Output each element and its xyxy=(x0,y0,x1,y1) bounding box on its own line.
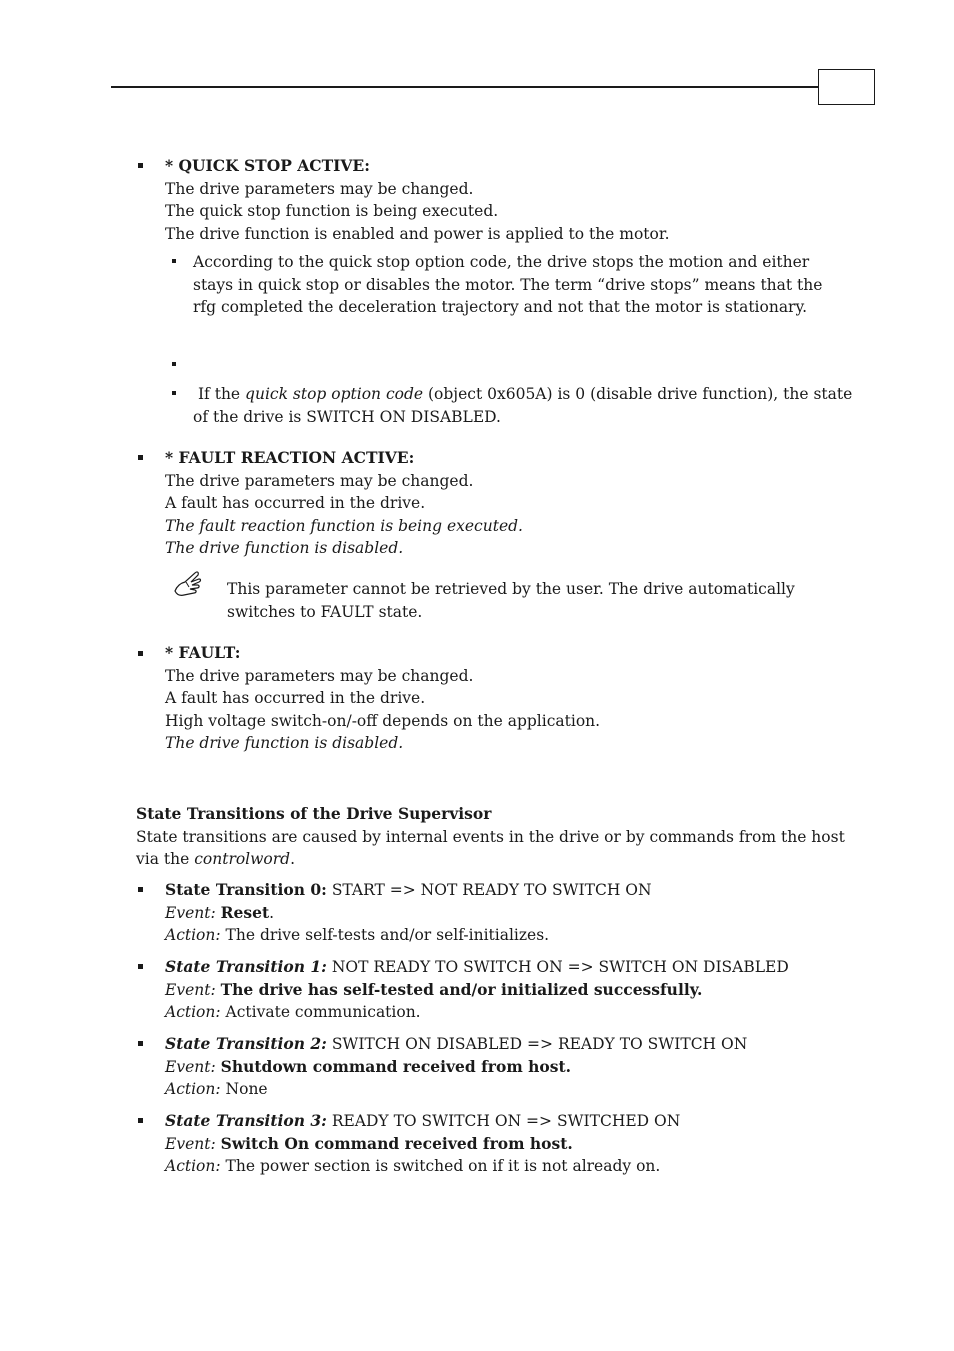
action-label: Action: xyxy=(165,1080,221,1098)
fault-line: A fault has occurred in the drive. xyxy=(165,689,426,707)
sub-line: rfg completed the deceleration trajectory and not that the motor is stationary. xyxy=(193,298,808,316)
quick-stop-line: The drive function is enabled and power is applied to the motor. xyxy=(165,224,670,243)
quick-stop-sub-3 xyxy=(193,383,852,428)
quick-stop-title: * QUICK STOP ACTIVE: xyxy=(165,156,370,175)
fault-reaction-line: A fault has occurred in the drive. xyxy=(165,494,426,512)
bullet-icon xyxy=(138,1118,143,1123)
action-label: Action: xyxy=(165,926,221,944)
fault-line: The drive parameters may be changed. xyxy=(165,666,474,685)
sub3-prefix: If the xyxy=(197,385,241,403)
bullet-icon xyxy=(138,163,143,168)
fault-reaction-note xyxy=(227,578,795,623)
controlword: controlword xyxy=(194,850,291,868)
quick-stop-block xyxy=(165,155,670,245)
event-label: Event: xyxy=(165,903,216,922)
transition-action: Activate communication. xyxy=(225,1003,421,1021)
transition-label: State Transition 0: xyxy=(165,880,327,899)
event-label: Event: xyxy=(165,1134,216,1153)
sub3-rest: (object 0x605A) is 0 (disable drive function), the state xyxy=(428,385,853,403)
transitions-section xyxy=(136,803,845,871)
transition-action: The drive self-tests and/or self-initializes. xyxy=(225,926,550,944)
transition-label: State Transition 1: xyxy=(165,957,327,976)
sub3-line2: of the drive is SWITCH ON DISABLED. xyxy=(193,407,501,426)
intro-prefix: via the xyxy=(136,850,190,868)
fault-reaction-block xyxy=(165,447,523,560)
state-transition-1 xyxy=(165,956,789,1024)
quick-stop-option-code: quick stop option code xyxy=(245,385,424,403)
event-label: Event: xyxy=(165,980,216,999)
sub-line: According to the quick stop option code, the drive stops the motion and either xyxy=(193,253,810,271)
bullet-icon xyxy=(138,964,143,969)
fault-reaction-line: The drive parameters may be changed. xyxy=(165,471,474,490)
transition-event: Switch On command received from host. xyxy=(220,1133,573,1153)
section-heading: State Transitions of the Drive Supervisor xyxy=(136,804,492,823)
transition-desc: START => NOT READY TO SWITCH ON xyxy=(331,881,652,899)
state-transition-2 xyxy=(165,1033,747,1101)
note-hand-icon xyxy=(172,569,204,599)
fault-italic-line: The drive function is disabled. xyxy=(165,734,404,752)
fault-title: * FAULT: xyxy=(165,643,241,662)
bullet-icon xyxy=(138,651,143,656)
transition-desc: SWITCH ON DISABLED => READY TO SWITCH ON xyxy=(331,1035,748,1053)
fault-reaction-italic-line: The fault reaction function is being executed. xyxy=(165,516,523,535)
sub-line: stays in quick stop or disables the motor. The term “drive stops” means that the xyxy=(193,275,823,294)
transition-label: State Transition 3: xyxy=(165,1111,327,1130)
event-suffix: . xyxy=(269,903,275,922)
transition-label: State Transition 2: xyxy=(165,1034,327,1053)
quick-stop-line: The drive parameters may be changed. xyxy=(165,179,474,198)
intro-suffix: . xyxy=(290,850,296,868)
transition-event: Reset xyxy=(220,902,270,922)
transition-desc: READY TO SWITCH ON => SWITCHED ON xyxy=(331,1112,681,1130)
transition-action: None xyxy=(225,1080,268,1098)
sub-bullet-icon xyxy=(172,259,176,263)
fault-block xyxy=(165,642,600,755)
quick-stop-sub-1 xyxy=(193,251,822,319)
transition-event: The drive has self-tested and/or initialized successfully. xyxy=(220,979,703,999)
fault-reaction-italic-line: The drive function is disabled. xyxy=(165,539,404,557)
note-line: This parameter cannot be retrieved by the user. The drive automatically xyxy=(227,580,795,598)
transition-event: Shutdown command received from host. xyxy=(220,1056,572,1076)
bullet-icon xyxy=(138,1041,143,1046)
action-label: Action: xyxy=(165,1003,221,1021)
quick-stop-line: The quick stop function is being executed. xyxy=(165,202,499,220)
sub-bullet-icon xyxy=(172,391,176,395)
bullet-icon xyxy=(138,887,143,892)
fault-line: High voltage switch-on/-off depends on the application. xyxy=(165,711,601,730)
bullet-icon xyxy=(138,455,143,460)
fault-reaction-title: * FAULT REACTION ACTIVE: xyxy=(165,448,415,467)
transition-action: The power section is switched on if it is not already on. xyxy=(225,1157,661,1175)
event-label: Event: xyxy=(165,1057,216,1076)
action-label: Action: xyxy=(165,1157,221,1175)
note-line: switches to FAULT state. xyxy=(227,602,423,621)
state-transition-0 xyxy=(165,879,652,947)
state-transition-3 xyxy=(165,1110,680,1178)
intro-line: State transitions are caused by internal events in the drive or by commands from the host xyxy=(136,827,845,846)
sub-bullet-icon xyxy=(172,362,176,366)
transition-desc: NOT READY TO SWITCH ON => SWITCH ON DISABLED xyxy=(331,958,789,976)
